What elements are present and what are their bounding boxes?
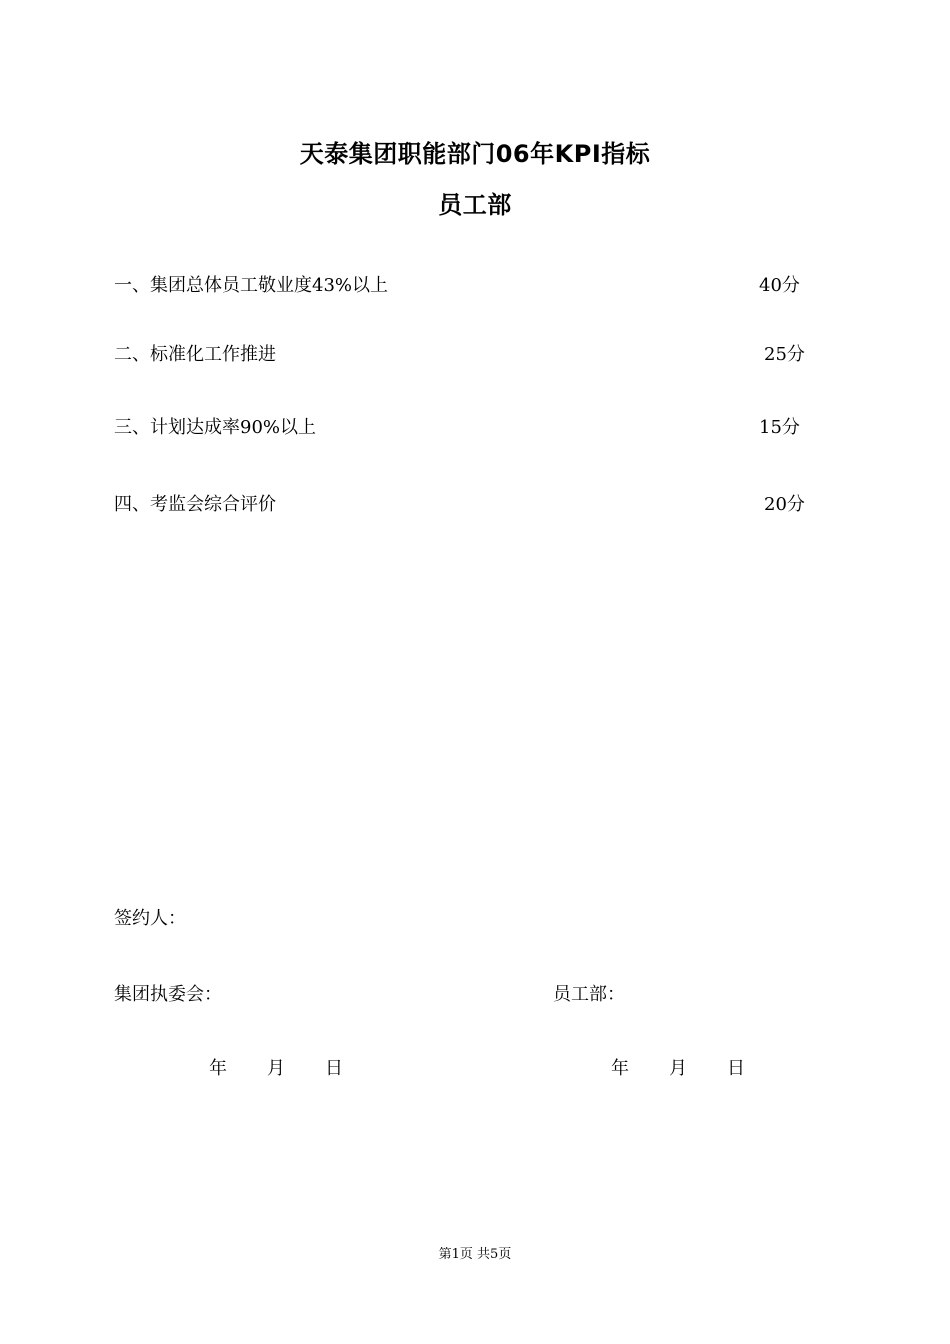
date-year-label: 年 [209, 1058, 227, 1079]
right-party-label: 员工部： [553, 984, 625, 1005]
page-footer: 第1页 共5页 [438, 1247, 512, 1262]
left-party-label: 集团执委会： [114, 984, 222, 1005]
kpi-item [114, 415, 834, 441]
kpi-item [114, 273, 834, 299]
kpi-item-label: 四、考监会综合评价 [114, 494, 276, 515]
date-month-label: 月 [669, 1058, 687, 1079]
kpi-item-label: 二、标准化工作推进 [114, 344, 276, 365]
kpi-item-score: 15分 [759, 417, 800, 438]
kpi-item-score: 20分 [764, 494, 805, 515]
department-title: 员工部 [438, 191, 512, 219]
date-month-label: 月 [267, 1058, 285, 1079]
date-year-label: 年 [611, 1058, 629, 1079]
document-title: 天泰集团职能部门06年KPI指标 [299, 140, 651, 168]
kpi-item-label: 三、计划达成率90%以上 [114, 417, 317, 438]
kpi-item-score: 25分 [764, 344, 805, 365]
right-date-line [611, 1056, 771, 1082]
date-day-label: 日 [325, 1058, 343, 1079]
signer-label: 签约人： [114, 908, 186, 929]
kpi-item-score: 40分 [759, 275, 800, 296]
left-date-line [209, 1056, 369, 1082]
kpi-item [114, 492, 834, 518]
date-day-label: 日 [727, 1058, 745, 1079]
kpi-item-label: 一、集团总体员工敬业度43%以上 [114, 275, 389, 296]
kpi-item [114, 342, 834, 368]
